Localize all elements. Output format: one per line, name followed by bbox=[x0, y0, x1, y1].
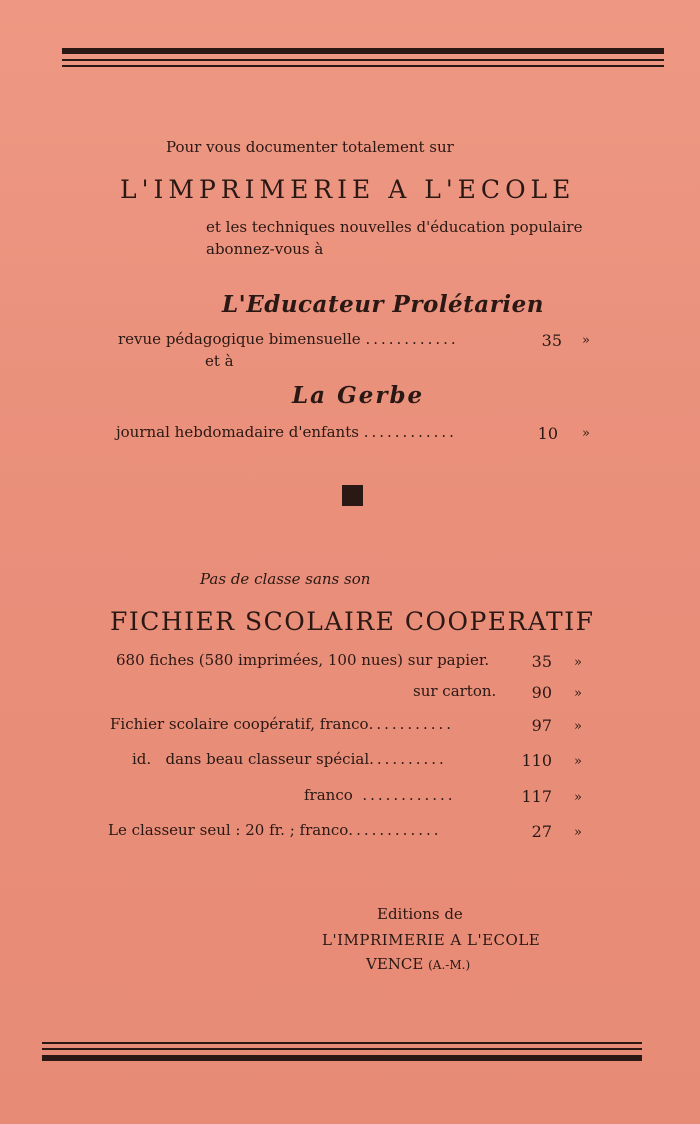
fichier-title: FICHIER SCOLAIRE COOPERATIF bbox=[110, 607, 595, 636]
currency-mark: » bbox=[574, 754, 582, 769]
fichier-row-label: Fichier scolaire coopératif, franco bbox=[110, 715, 369, 733]
fichier-row-label: 680 fiches (580 imprimées, 100 nues) sur papier. bbox=[116, 651, 490, 669]
price-educateur: 35 bbox=[541, 331, 562, 350]
fichier-row-papier bbox=[116, 651, 489, 669]
fichier-row-classeur-special bbox=[132, 750, 447, 768]
currency-mark: » bbox=[574, 655, 582, 670]
leader-dots: ............ bbox=[365, 330, 459, 348]
publisher-line-3 bbox=[366, 955, 470, 973]
fichier-row-label: id. dans beau classeur spécial bbox=[132, 750, 370, 768]
subscription-row-gerbe bbox=[116, 423, 457, 441]
currency-mark: » bbox=[574, 825, 582, 840]
publisher-region: (A.-M.) bbox=[428, 958, 471, 972]
price-carton: 90 bbox=[531, 683, 552, 702]
currency-mark: » bbox=[574, 719, 582, 734]
price-franco: 97 bbox=[531, 716, 552, 735]
connector-text: et à bbox=[205, 352, 234, 370]
fichier-row-classeur-franco bbox=[304, 786, 456, 804]
separator-square-icon bbox=[342, 485, 363, 506]
fichier-row-label: franco bbox=[304, 786, 353, 804]
leader-dots: ............ bbox=[363, 423, 457, 441]
price-classeur-franco: 117 bbox=[521, 787, 552, 806]
fichier-row-classeur-seul bbox=[108, 821, 442, 839]
journal-title-educateur: L'Educateur Prolétarien bbox=[222, 291, 544, 318]
publisher-line-2: L'IMPRIMERIE A L'ECOLE bbox=[322, 931, 541, 949]
leader-dots: .......... bbox=[369, 750, 447, 768]
price-classeur-seul: 27 bbox=[531, 822, 552, 841]
publisher-line-1: Editions de bbox=[377, 905, 463, 923]
subscription-row-educateur bbox=[118, 330, 459, 348]
main-title: L'IMPRIMERIE A L'ECOLE bbox=[120, 175, 576, 204]
fichier-row-franco bbox=[110, 715, 454, 733]
fichier-row-carton bbox=[413, 682, 496, 700]
currency-mark: » bbox=[582, 426, 590, 441]
price-classeur-special: 110 bbox=[521, 751, 552, 770]
publisher-city: VENCE bbox=[366, 955, 424, 973]
leader-dots: ............ bbox=[348, 821, 442, 839]
currency-mark: » bbox=[574, 686, 582, 701]
journal-title-gerbe: La Gerbe bbox=[292, 382, 425, 409]
subtitle-line-1: et les techniques nouvelles d'éducation populaire bbox=[206, 218, 583, 236]
currency-mark: » bbox=[582, 333, 590, 348]
fichier-row-label: sur carton. bbox=[413, 682, 497, 700]
fichier-tagline: Pas de classe sans son bbox=[200, 570, 371, 588]
price-gerbe: 10 bbox=[537, 424, 558, 443]
bottom-decorative-rule bbox=[42, 1042, 642, 1064]
subscription-description: journal hebdomadaire d'enfants bbox=[116, 423, 359, 441]
currency-mark: » bbox=[574, 790, 582, 805]
subtitle-line-2: abonnez-vous à bbox=[206, 240, 324, 258]
subscription-description: revue pédagogique bimensuelle bbox=[118, 330, 361, 348]
price-papier: 35 bbox=[531, 652, 552, 671]
top-decorative-rule bbox=[62, 48, 664, 70]
intro-text: Pour vous documenter totalement sur bbox=[166, 138, 454, 156]
leader-dots: ............ bbox=[362, 786, 456, 804]
leader-dots: ........... bbox=[368, 715, 455, 733]
fichier-row-label: Le classeur seul : 20 fr. ; franco bbox=[108, 821, 349, 839]
